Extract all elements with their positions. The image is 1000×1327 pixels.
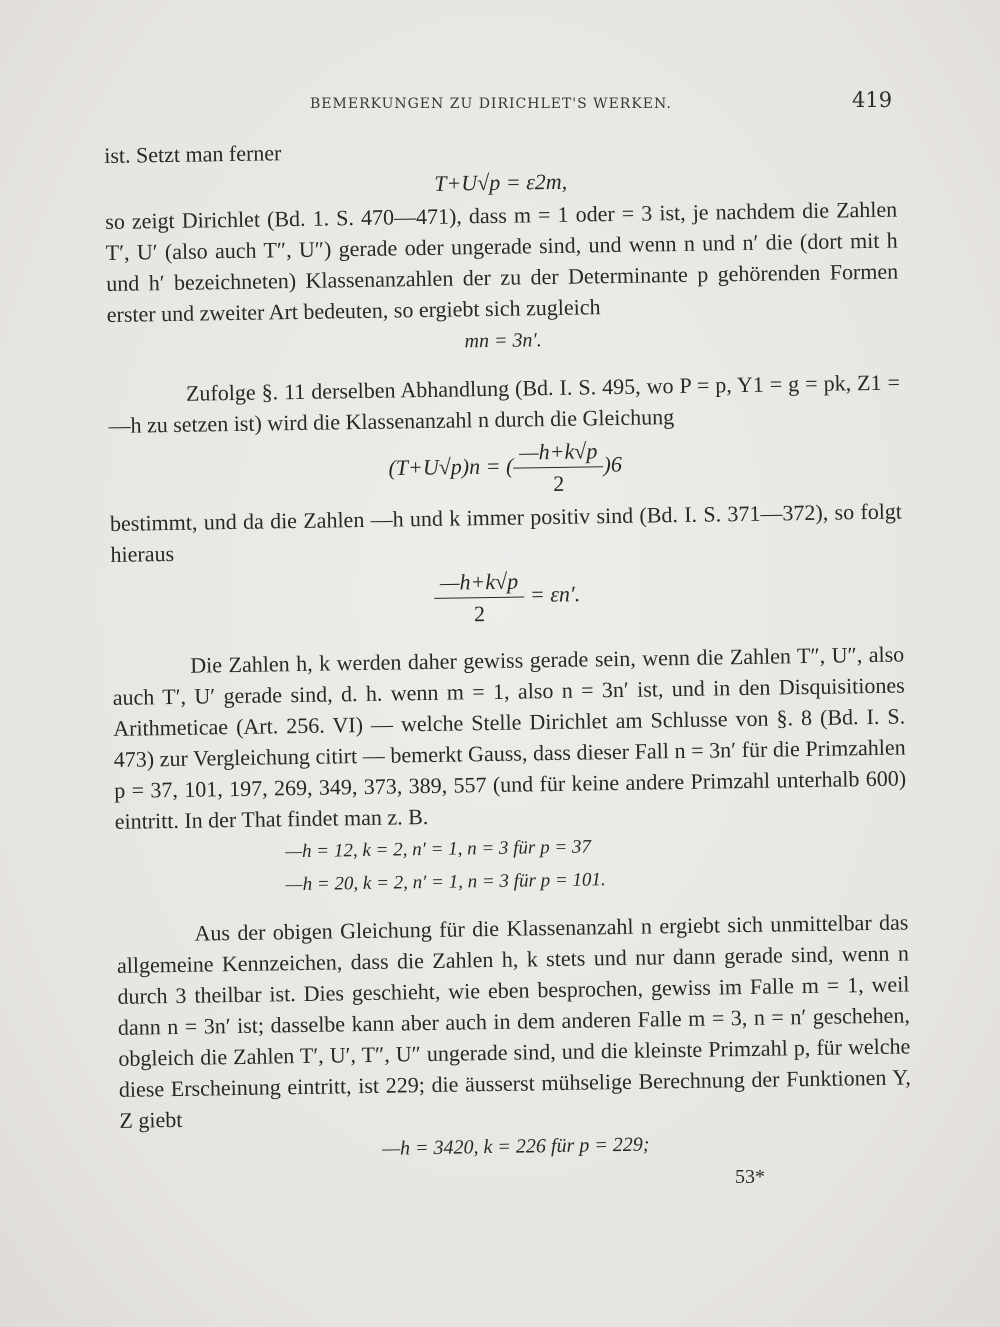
paragraph: Die Zahlen h, k werden daher gewiss gerade sein, wenn die Zahlen T″, U″, also auch T′, U′ gerade sind, d. h. wenn m = 1, also n = 3n′ ist, und in den Disquisitiones Arithmeticae (Art. 256. VI) — welche Stelle Dirichlet am Schlusse von §. 8 (Bd. I. S. 473) zur Vergleichung citirt — bemerkt Gauss, dass dieser Fall n = 3n′ für die Primzahlen p = 37, 101, 197, 269, 349, 373, 389, 557 (und für keine andere Primzahl unterhalb 600) eintritt. In der That findet man z. B. (112, 641, 907, 834)
equation: T+U√p = ε2m, (434, 168, 568, 196)
fraction-denominator: 2 (553, 470, 565, 496)
fraction-numerator: —h+k√p (513, 435, 604, 468)
text-line: ist. Setzt man ferner (104, 140, 282, 168)
fraction-denominator: 2 (473, 601, 486, 627)
paragraph: Aus der obigen Gleichung für die Klassenanzahl n ergiebt sich unmittelbar das allgemeine Kennzeichen, dass die Zahlen h, k stets und nur dann gerade sind, wenn n durch 3 theilbar ist. Dies geschieht, wie eben besprochen, gewiss im Falle m = 1, weil dann n = 3n′ ist; dasselbe kann aber auch in dem anderen Falle m = 3, n = n′ geschehen, obgleich die Zahlen T′, U′, T″, U″ ungerade sind, und die kleinste Primzahl p, für welche diese Erscheinung eintritt, ist 229; die äusserst mühselige Berechnung der Funktionen Y, Z giebt (116, 909, 912, 1133)
equation: —h = 20, k = 2, n′ = 1, n = 3 für p = 101. (285, 869, 606, 896)
equation: —h = 3420, k = 226 für p = 229; (382, 1133, 650, 1160)
fraction (513, 435, 604, 499)
paragraph: bestimmt, und da die Zahlen —h und k immer positiv sind (Bd. I. S. 371—372), so folgt hieraus (109, 498, 903, 567)
page-number: 419 (852, 88, 893, 112)
equation-right: = εn′. (529, 581, 581, 607)
paragraph: Zufolge §. 11 derselben Abhandlung (Bd. I. S. 495, wo P = p, Y1 = g = pk, Z1 = —h zu setzen ist) wird die Klassenanzahl n durch die Gleichung (108, 369, 901, 438)
equation: mn = 3n′. (464, 329, 543, 353)
equation (111, 560, 904, 635)
fraction-numerator: —h+k√p (434, 565, 525, 598)
page-body (104, 128, 912, 1171)
paragraph: so zeigt Dirichlet (Bd. 1. S. 470—471), dass m = 1 oder = 3 ist, je nachdem die Zahlen T′, U′ (also auch T″, U″) gerade oder ungerade sind, und wenn n und n′ die (dort mit h und h′ bezeichneten) Klassenanzahlen der zu der Determinante p gehörenden Formen erster und zweiter Art bedeuten, so ergiebt sich zugleich (105, 196, 899, 327)
fraction (434, 565, 525, 629)
equation-left: (T+U√p)n = ( (388, 453, 514, 481)
running-title: BEMERKUNGEN ZU DIRICHLET'S WERKEN. (310, 96, 672, 112)
equation (109, 431, 902, 506)
signature-mark: 53* (735, 1166, 765, 1188)
equation-right: )6 (603, 451, 623, 477)
equation: —h = 12, k = 2, n′ = 1, n = 3 für p = 37 (285, 836, 592, 863)
